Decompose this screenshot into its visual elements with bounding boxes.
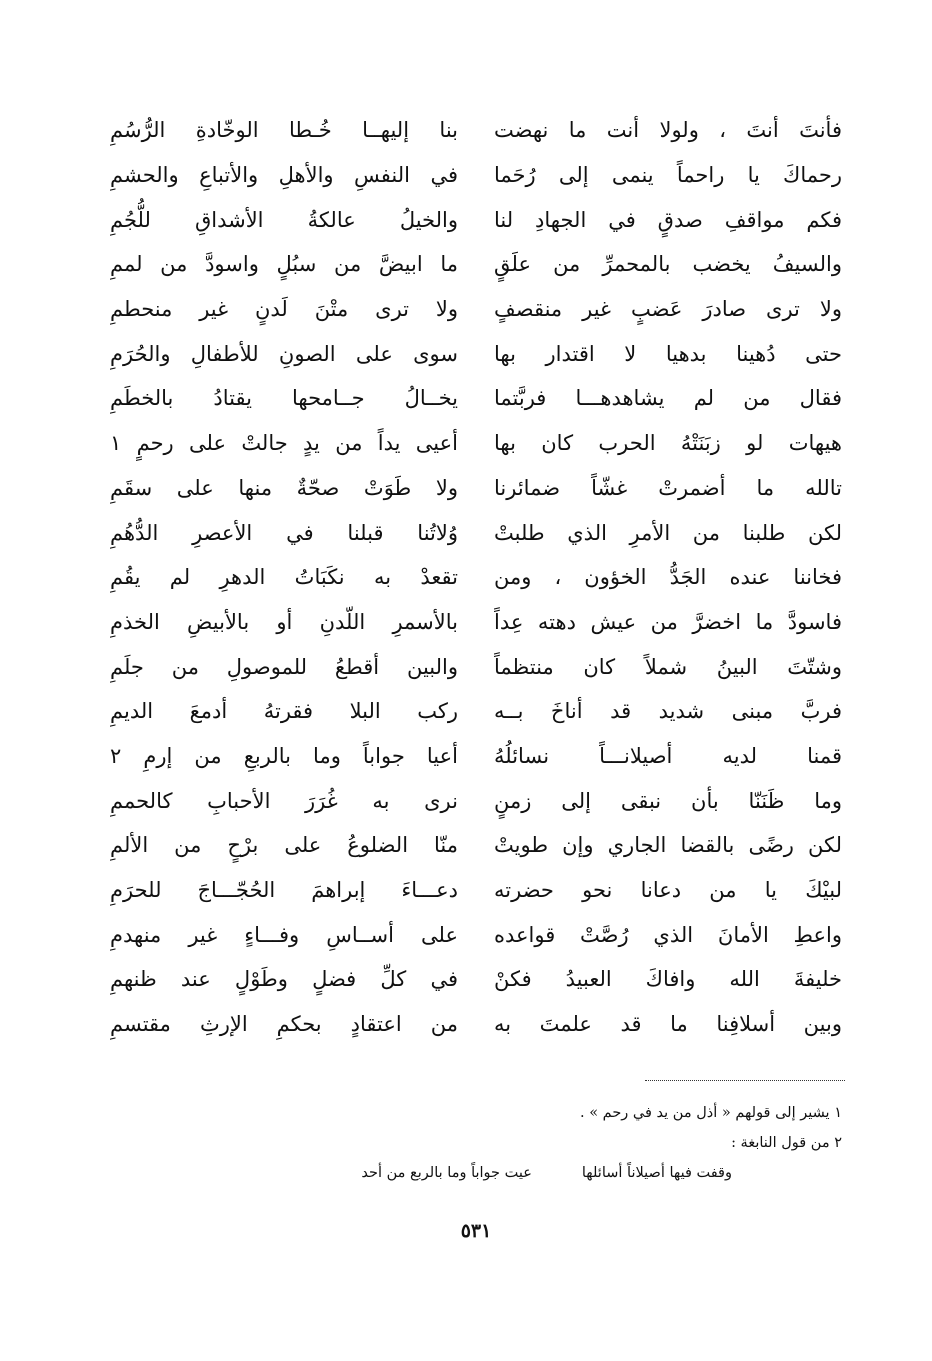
verse-second-hemistich: بالأسمرِ اللّدنِ أو بالأبيضِ الخذمِ (110, 609, 458, 634)
verse-line (110, 689, 842, 734)
verse-second-hemistich: يخــالُ جــامحها يقتادُ بالخطَمِ (110, 386, 458, 411)
verse-line (110, 108, 842, 153)
verse-second-hemistich: تقعدْ به نكَبَاتُ الدهرِ لم يقُمِ (110, 565, 458, 590)
verse-line (110, 957, 842, 1002)
verse-line (110, 868, 842, 913)
verse-line (110, 1002, 842, 1047)
verse-second-hemistich: ركب البلا فقرتهُ أدمعَ الديمِ (110, 699, 458, 724)
verse-line (110, 197, 842, 242)
verse-first-hemistich: وما ظَنَنّا بأن نبقى إلى زمنٍ (494, 788, 842, 813)
verse-second-hemistich: على أســاسِ وفـــاءٍ غير منهدمِ (110, 922, 458, 947)
verse-first-hemistich: فأنتَ أنتَ ، ولولا أنت ما نهضت (494, 118, 842, 143)
verse-line (110, 421, 842, 466)
footnote-quoted-verse (230, 1158, 842, 1188)
verse-first-hemistich: حتى دُهينا بدهيا لا اقتدار بها (494, 341, 842, 366)
verse-second-hemistich: ولا طَوَتْ صحّةٌ منها على سقَمِ (110, 475, 458, 500)
verse-first-hemistich: لكن رضًى بالقضا الجاري وإن طويتْ (494, 833, 842, 858)
verse-first-hemistich: قمنا لديه أصيلانـــاً نسائلُهُ (494, 743, 842, 768)
footnotes (230, 1098, 842, 1188)
page-number: ٥٣١ (460, 1220, 492, 1242)
verse-second-hemistich: منّا الضلوعُ على برْحٍ من الألمِ (110, 833, 458, 858)
verse-second-hemistich: أعيى يداً من يدٍ جالتْ على رحمٍ ١ (110, 431, 458, 456)
verse-second-hemistich: من اعتقادٍ بحكمِ الإرثِ مقتسمِ (110, 1012, 458, 1037)
verse-second-hemistich: دعـــاءَ إبراهمَ الحُجّـــاجَ للحرَمِ (110, 878, 458, 903)
verse-line (110, 555, 842, 600)
verse-line (110, 510, 842, 555)
quoted-verse-first-hemistich: وقفت فيها أصيلاناً أسائلها (581, 1165, 732, 1181)
verse-line (110, 823, 842, 868)
verse-line (110, 600, 842, 645)
verse-second-hemistich: ما ابيضَّ من سبُلٍ واسودَّ من لممِ (110, 252, 458, 277)
verse-first-hemistich: والسيفُ يخضب بالمحمرِّ من علَقٍ (494, 252, 842, 277)
verse-first-hemistich: رحماكَ يا راحماً ينمى إلى رُحَما (494, 163, 842, 188)
verse-second-hemistich: والبين أقطعُ للموصولِ من جلَمِ (110, 654, 458, 679)
verse-first-hemistich: فقال من لم يشاهدهـــا فربَّتما (494, 386, 842, 411)
verse-second-hemistich: والخيلُ عالكةُ الأشداقِ للُّجُمِ (110, 207, 458, 232)
footnote-2: ٢ من قول النابغة : (731, 1135, 842, 1151)
verse-first-hemistich: خليفةَ الله وافاكَ العبيدُ فكنْ (494, 967, 842, 992)
verse-line (110, 376, 842, 421)
quoted-verse-second-hemistich: عيت جواباً وما بالربع من أحد (361, 1165, 532, 1181)
verse-second-hemistich: بنا إليهــا خُـطا الوخّادةِ الرُّسُمِ (110, 118, 458, 143)
verse-second-hemistich: سوى على الصونِ للأطفالِ والحُرَمِ (110, 341, 458, 366)
footnote-separator (645, 1080, 845, 1081)
verse-first-hemistich: لبيْكَ يا من دعانا نحو حضرته (494, 878, 842, 903)
verse-first-hemistich: لكن طلبنا من الأمرِ الذي طلبتْ (494, 520, 842, 545)
verse-first-hemistich: فخاننا عنده الجَدُّ الخؤون ، ومن (494, 565, 842, 590)
verse-first-hemistich: ولا ترى صادرَ عَضبٍ غير منقصفٍ (494, 297, 842, 322)
verse-first-hemistich: فاسودَّ ما اخضرَّ من عيش دهته عِداً (494, 609, 842, 634)
verse-line (110, 778, 842, 823)
verse-first-hemistich: تالله ما أضمرتْ غشّاً ضمائرنا (494, 475, 842, 500)
verse-line (110, 912, 842, 957)
verse-second-hemistich: في كلِّ فضلٍ وطَوْلٍ عند ظنهمِ (110, 967, 458, 992)
verse-first-hemistich: هيهات لو زبَنَتْهُ الحرب كان بها (494, 431, 842, 456)
verse-first-hemistich: فكم مواقفِ صدقٍ في الجهادِ لنا (494, 207, 842, 232)
verse-first-hemistich: وبين أسلافِنا ما قد علمتَ به (494, 1012, 842, 1037)
verse-first-hemistich: واعطِ الأمانَ الذي رُصَّتْ قواعده (494, 922, 842, 947)
verse-first-hemistich: فربَّ مبنى شديد قد أناخَ بــه (494, 699, 842, 724)
verse-line (110, 242, 842, 287)
verse-line (110, 331, 842, 376)
footnote-1: ١ يشير إلى قولهم « أذل من يد في رحم » . (579, 1105, 842, 1121)
verse-line (110, 153, 842, 198)
verse-second-hemistich: ولا ترى متْنَ لَدنٍ غير منحطمِ (110, 297, 458, 322)
poem-body (110, 108, 842, 1058)
verse-line (110, 734, 842, 779)
verse-first-hemistich: وشتّتَ البينُ شملاً كان منتظماً (494, 654, 842, 679)
verse-second-hemistich: أعيا جواباً وما بالربعِ من إرمِ ٢ (110, 743, 458, 768)
verse-second-hemistich: في النفسِ والأهلِ والأتباعِ والحشمِ (110, 163, 458, 188)
verse-second-hemistich: وُلاتُنا قبلنا في الأعصرِ الدُّهُمِ (110, 520, 458, 545)
verse-line (110, 287, 842, 332)
verse-line (110, 466, 842, 511)
verse-second-hemistich: نرى به غُرَرَ الأحبابِ كالحممِ (110, 788, 458, 813)
verse-line (110, 644, 842, 689)
